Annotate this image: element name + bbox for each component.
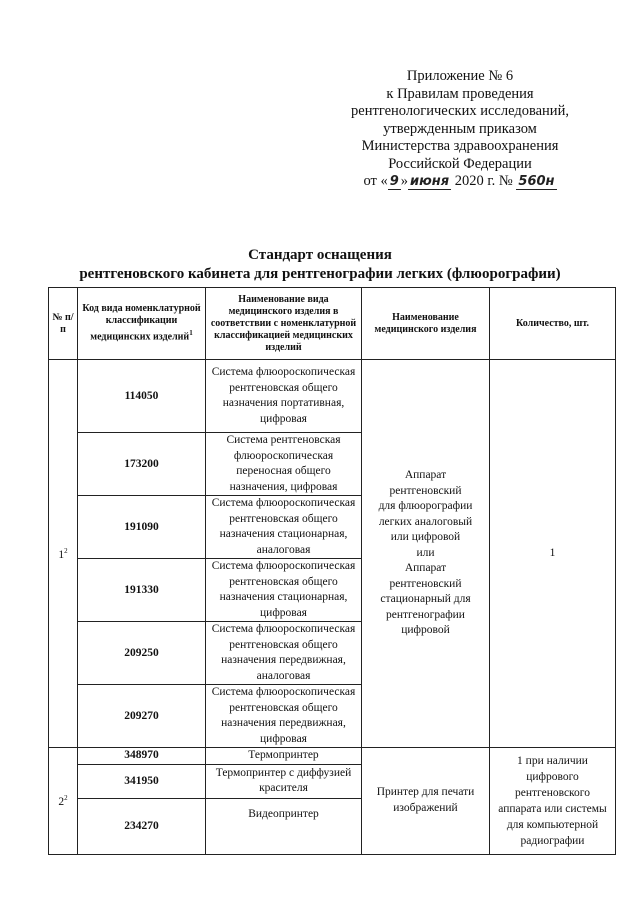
row-code: 234270 xyxy=(78,798,206,854)
table-header-row xyxy=(49,288,616,360)
header-name: Наименование медицинского изделия xyxy=(362,288,490,360)
group1-device-name: Аппарат рентгеновский для флюорографии легких аналоговый или цифровой или Аппарат рентгеновский стационарный для рентгенографии цифровой xyxy=(362,360,490,748)
appendix-line-3: рентгенологических исследований, xyxy=(351,103,569,119)
date-day: 9 xyxy=(389,174,399,189)
date-prefix: от « xyxy=(363,173,388,189)
row-kind: Система флюороскопическая рентгеновская общего назначения стационарная, цифровая xyxy=(206,559,362,622)
row-kind: Система флюороскопическая рентгеновская общего назначения передвижная, цифровая xyxy=(206,685,362,748)
group2-device-name: Принтер для печати изображений xyxy=(362,748,490,855)
row-code: 209270 xyxy=(78,685,206,748)
row-kind: Термопринтер xyxy=(206,748,362,765)
header-kind: Наименование вида медицинского изделия в соответствии с номенклатурной классификацией медицинских изделий xyxy=(206,288,362,360)
row-kind: Термопринтер с диффузией красителя xyxy=(206,764,362,798)
appendix-line-5: Министерства здравоохранения xyxy=(361,138,559,154)
group1-qty: 1 xyxy=(490,360,616,748)
appendix-number: Приложение № 6 xyxy=(406,68,514,84)
group2-qty: 1 при наличии цифрового рентгеновского аппарата или системы для компьютерной радиографии xyxy=(490,748,616,855)
order-date-line xyxy=(330,173,590,191)
appendix-header xyxy=(330,68,590,191)
header-qty: Количество, шт. xyxy=(490,288,616,360)
order-number: 560н xyxy=(518,174,555,189)
row-code: 191090 xyxy=(78,496,206,559)
date-month: июня xyxy=(410,174,450,189)
row-code: 209250 xyxy=(78,622,206,685)
table-row xyxy=(49,748,616,765)
appendix-line-4: утвержденным приказом xyxy=(383,120,537,137)
row-kind: Видеопринтер xyxy=(206,798,362,854)
equipment-standard-table xyxy=(48,287,616,855)
table-row xyxy=(49,360,616,433)
row-code: 191330 xyxy=(78,559,206,622)
row-code: 173200 xyxy=(78,433,206,496)
group1-num: $1^2$ xyxy=(49,360,78,748)
row-kind: Система флюороскопическая рентгеновская общего назначения стационарная, аналоговая xyxy=(206,496,362,559)
date-mid: » xyxy=(400,173,409,189)
document-subtitle: рентгеновского кабинета для рентгенографии легких (флюорографии) xyxy=(79,266,561,282)
group2-num: $2^2$ xyxy=(49,748,78,855)
header-code: Код вида номенклатурной классификации медицинских изделий$^1$ xyxy=(78,288,206,360)
header-num: № п/п xyxy=(49,288,78,360)
date-year: 2020 г. № xyxy=(454,173,513,189)
row-code: 341950 xyxy=(78,764,206,798)
row-kind: Система флюороскопическая рентгеновская общего назначения портативная, цифровая xyxy=(206,360,362,433)
document-title: Стандарт оснащения xyxy=(248,247,392,263)
appendix-line-2: к Правилам проведения xyxy=(386,85,534,102)
appendix-line-6: Российской Федерации xyxy=(388,155,532,172)
row-kind: Система рентгеновская флюороскопическая переносная общего назначения, цифровая xyxy=(206,433,362,496)
row-code: 348970 xyxy=(78,748,206,765)
row-code: 114050 xyxy=(78,360,206,433)
row-kind: Система флюороскопическая рентгеновская общего назначения передвижная, аналоговая xyxy=(206,622,362,685)
